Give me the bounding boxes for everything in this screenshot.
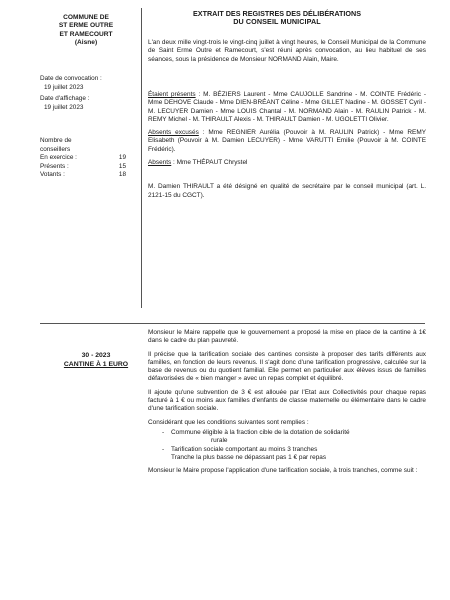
- conseillers-block: [40, 137, 132, 180]
- count-label: En exercice :: [40, 154, 77, 162]
- document-header: [145, 10, 409, 27]
- condition-text: rurale: [211, 437, 228, 445]
- conditions-list: [162, 429, 426, 462]
- affichage-label: Date d'affichage :: [40, 95, 90, 103]
- condition-text: Tranche la plus basse ne dépassant pas 1 € par repas: [171, 453, 327, 461]
- list-item: [162, 429, 426, 446]
- body-paragraph: Considérant que les conditions suivantes sont remplies :: [148, 418, 309, 426]
- agenda-number: 30 - 2023: [81, 352, 111, 359]
- horizontal-divider: [40, 323, 425, 324]
- absents-label: Absents: [148, 159, 172, 167]
- commune-line: COMMUNE DE: [63, 14, 109, 21]
- convocation-label: Date de convocation :: [40, 75, 102, 82]
- intro-paragraph: L'an deux mille vingt-trois le vingt-cinq juillet à vingt heures, le Conseil Municipal de la Commune de Saint Erme Outre et Ramecourt, s'est réuni après convocation, au lieu habituel de ses séances, sous la présidence de Monsieur NORMAND Alain, Maire.: [148, 39, 426, 63]
- presents-paragraph: [148, 91, 426, 124]
- body-paragraph: Il précise que la tarification sociale des cantines consiste à proposer des tarifs différents aux familles, en fonction de leurs revenus. Il s'agit donc d'une tarification progressive, calculée sur la base de revenus ou du quotient familial. Elle permet en particulier aux élèves issus de familles défavorisées de « bien manger » avec un repas complet et équilibré.: [148, 350, 426, 383]
- count-value: 15: [118, 162, 126, 170]
- condition-text: Commune éligible à la fraction cible de la dotation de solidarité: [171, 428, 350, 436]
- secretaire-paragraph: M. Damien THIRAULT a été désigné en qualité de secrétaire par le conseil municipal (art. L. 2121-15 du CGCT).: [148, 183, 426, 199]
- excuses-label: Absents excusés: [148, 129, 199, 137]
- header-subtitle: DU CONSEIL MUNICIPAL: [233, 17, 321, 27]
- count-row: [40, 171, 132, 180]
- absents-list: : Mme THÉPAUT Chrystel: [171, 159, 248, 167]
- list-item: [162, 446, 426, 463]
- count-value: 19: [118, 154, 126, 162]
- count-row: [40, 154, 132, 163]
- commune-line: ET RAMECOURT: [59, 30, 113, 38]
- absents-paragraph: [148, 159, 426, 167]
- attendance-block: [148, 91, 426, 205]
- affichage-date: 19 juillet 2023: [44, 103, 84, 111]
- body-paragraph: Il ajoute qu'une subvention de 3 € est allouée par l'Etat aux Collectivités pour chaque repas facturé à 1 € ou moins aux familles d'enfants de classe maternelle ou élémentaire dans le cadre d'une tarification sociale.: [148, 388, 426, 413]
- condition-text: Tarification sociale comportant au moins 3 tranches: [171, 445, 318, 453]
- count-row: [40, 163, 132, 172]
- vertical-divider: [141, 8, 142, 308]
- convocation-date: 19 juillet 2023: [44, 83, 84, 91]
- conseillers-label: Nombre de: [40, 137, 72, 144]
- count-value: 18: [118, 171, 126, 179]
- count-label: Présents :: [40, 162, 69, 170]
- header-title: EXTRAIT DES REGISTRES DES DÉLIBÉRATIONS: [193, 9, 361, 18]
- agenda-title: CANTINE À 1 EURO: [63, 360, 129, 368]
- presents-list: : M. BÉZIERS Laurent - Mme CAUJOLLE Sandrine - M. COINTE Frédéric - Mme DEHOVE Claude - Mme DIEN-BRÉANT Céline - Mme GILLET Nadine - M. GOSSET Cyril - M. LECUYER Damien - Mme LOUIS Chantal - M. NORMAND Alain - M. RAULIN Patrick - M. REMY Michel - M. THIRAULT Alexis - M. THIRAULT Damien - M. UGOLETTI Olivier.: [148, 91, 426, 123]
- count-label: Votants :: [40, 171, 65, 179]
- commune-line: ST ERME OUTRE: [58, 22, 114, 30]
- presents-label: Étaient présents: [148, 91, 196, 98]
- conseillers-label: conseillers: [40, 145, 71, 153]
- body-paragraph: Monsieur le Maire propose l'application d'une tarification sociale, à trois tranches, comme suit :: [148, 467, 418, 475]
- dates-block: [40, 75, 132, 115]
- body-paragraph: Monsieur le Maire rappelle que le gouvernement a proposé la mise en place de la cantine à 1€ dans le cadre du plan pauvreté.: [148, 329, 426, 345]
- deliberation-body: [148, 329, 426, 480]
- excuses-list: : Mme REGNIER Aurélia (Pouvoir à M. RAULIN Patrick) - Mme REMY Elisabeth (Pouvoir à M. Damien LECUYER) - Mme VARUTTI Emilie (Pouvoir à M. COINTE Frédéric).: [148, 129, 427, 153]
- commune-department: (Aisne): [74, 39, 98, 47]
- commune-block: [40, 14, 132, 48]
- intro-block: [148, 39, 426, 69]
- agenda-block: [56, 352, 136, 369]
- excuses-paragraph: [148, 129, 426, 154]
